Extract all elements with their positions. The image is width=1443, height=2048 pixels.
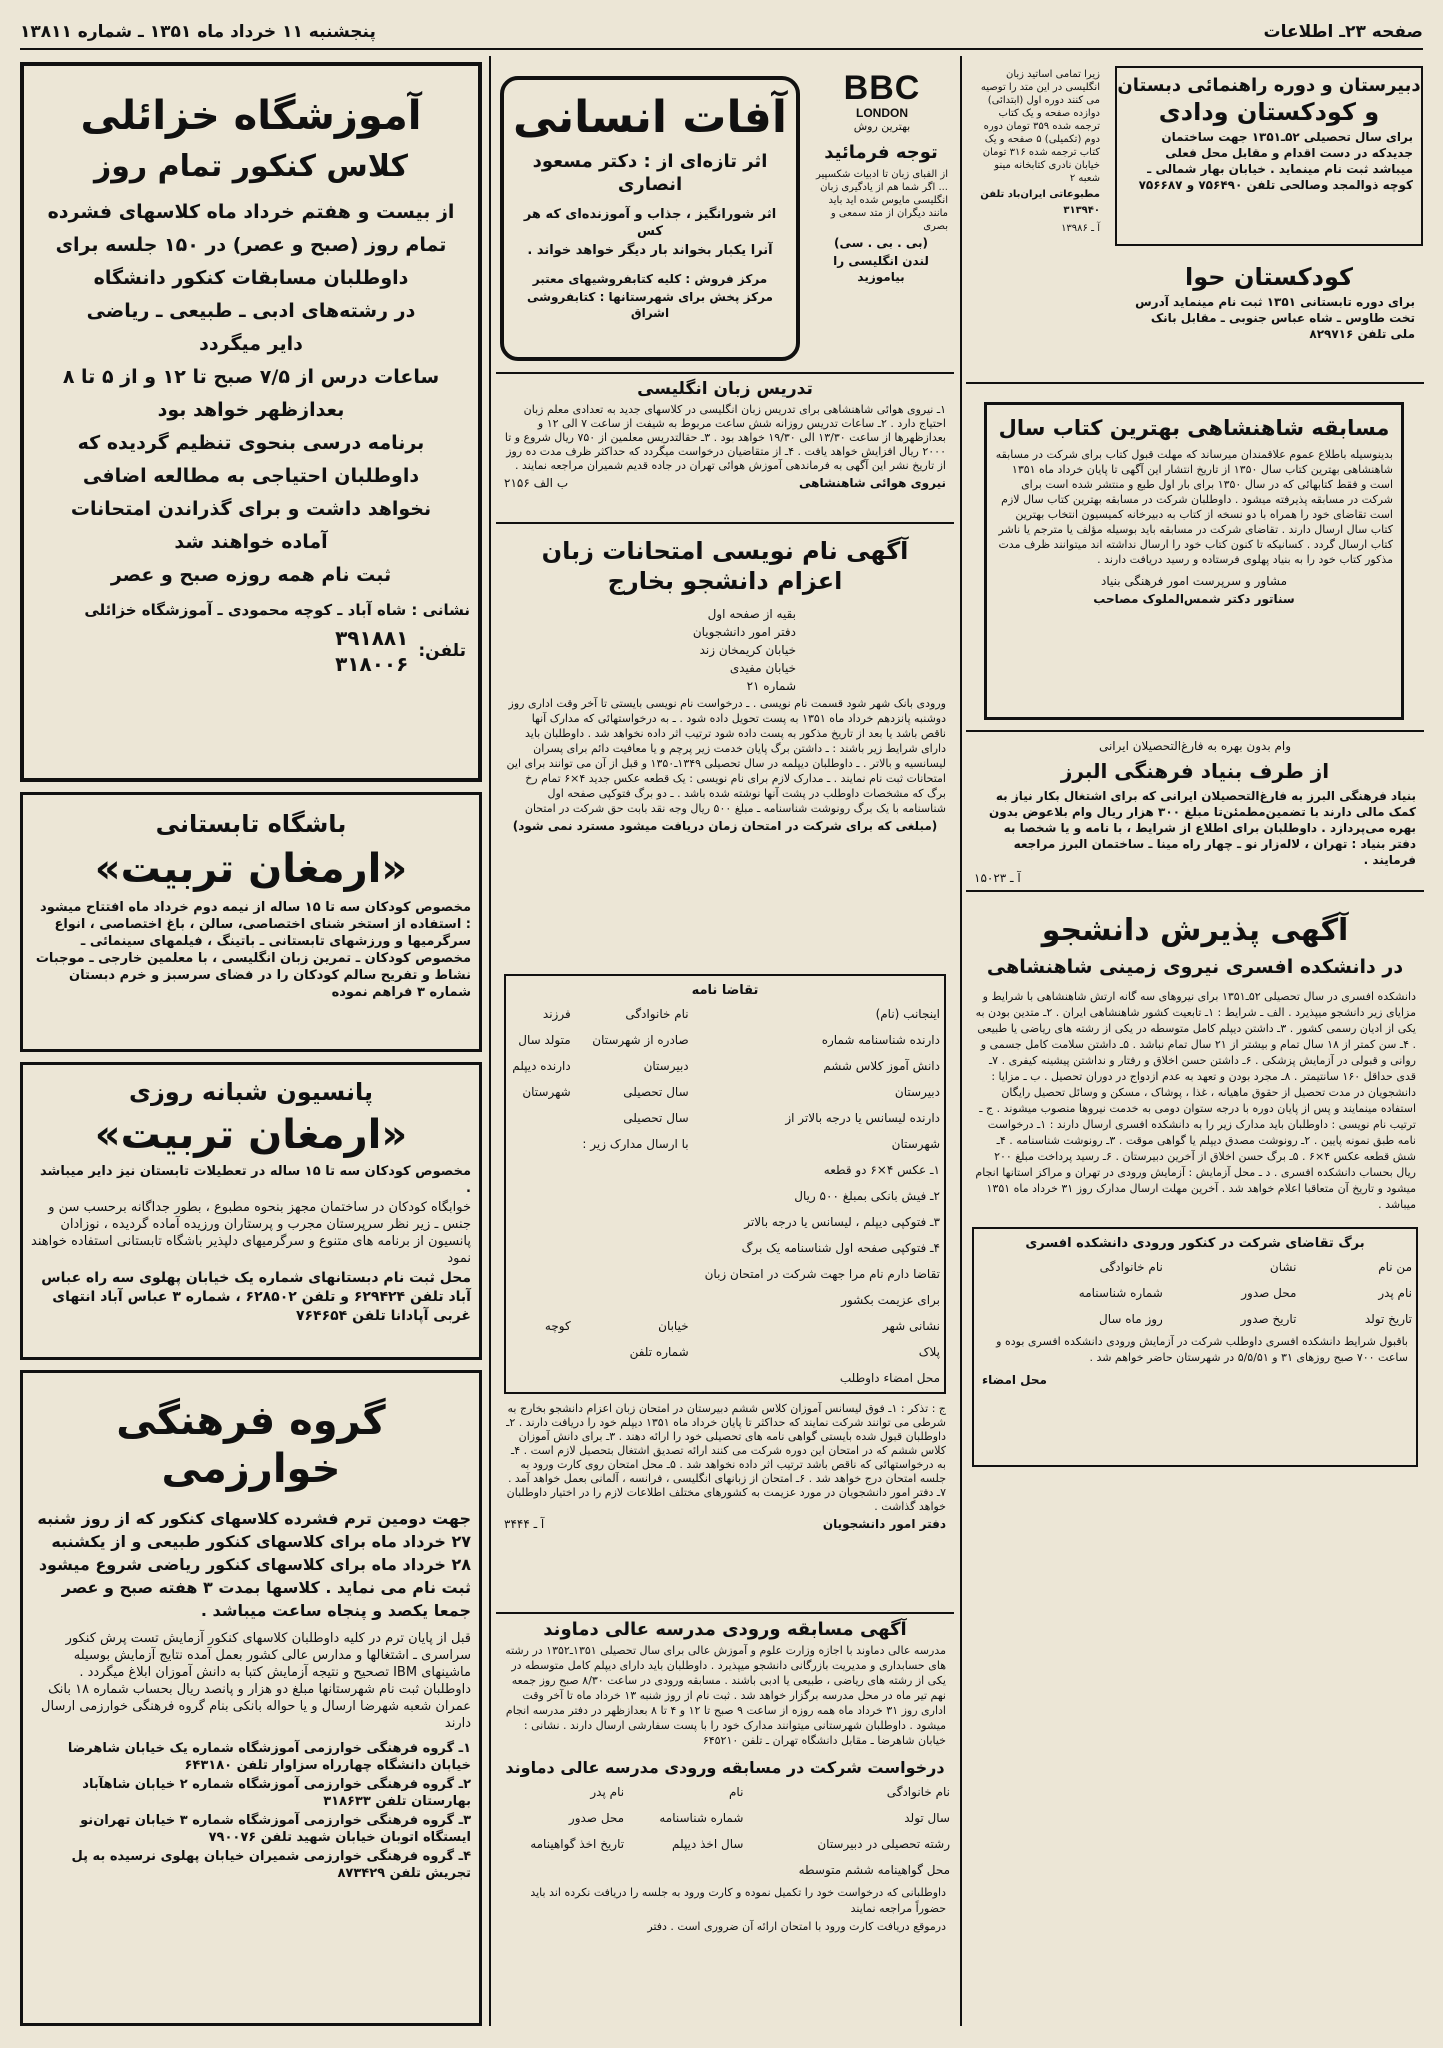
bbc-london: LONDON	[856, 106, 908, 120]
form-field-label: برای عزیمت بکشور	[841, 1293, 940, 1307]
book-contest-ad	[984, 402, 1404, 720]
form-field-label	[496, 1857, 628, 1883]
book-contest-sign: سناتور دکتر شمس‌الملوک مصاحب	[1093, 592, 1295, 606]
armaghan-club-ad	[20, 792, 482, 1052]
form-field-label: ۲ـ فیش بانکی بمبلغ ۵۰۰ ریال	[794, 1189, 940, 1203]
afat-title: آفات انسانی	[513, 92, 787, 143]
form-field-label: تقاضا دارم نام مرا جهت شرکت در امتحان زبان	[704, 1267, 940, 1281]
form-field-label	[575, 1183, 693, 1209]
form-field-label: سال اخذ دیپلم	[672, 1837, 744, 1851]
form-row	[506, 1287, 944, 1313]
exam-body: ورودی بانک شهر شود قسمت نام نویسی . ـ درخواست نام نویسی بایستی تا آخر وقت اداری روز دوشنبه پانزدهم خرداد ماه ۱۳۵۱ به پست تحویل داده شود . ـ به درخواستهائی که مدارک آنها ناقص باشد یا بعد از تاریخ مذکور به پست داده شود ترتیب اثر داده نخواهد شد . داوطلبان باید دارای شرایط زیر باشند : ـ داشتن برگ پایان خدمت زیر پرچم و یا معافیت دائم برای پسران لیسانسیه و بالاتر . ـ داوطلبان دیپلمه در سال تحصیلی ۱۳۴۹ـ۱۳۵۰ و قبل از آن می توانند برای این امتحانات ثبت نام نمایند . ـ مدارک لازم برای نام نویسی : یک قطعه عکس جدید ۴×۶ تمام رخ برگ که مشخصات داوطلب در پشت آنها نوشته شده باشد . ـ دو برگ فتوکپی صفحه اول شناسنامه با یک برگ رونوشت شناسنامه ـ مبلغ ۵۰۰ ریال وجه نقد بابت حق شرکت در امتحان	[506, 697, 946, 815]
khazali-line: ساعات درس از ۷/۵ صبح تا ۱۲ و از ۵ تا ۸	[62, 366, 440, 388]
tadris-ad	[496, 378, 954, 518]
form-row	[974, 1254, 1416, 1280]
damavand-foot: درموقع دریافت کارت ورود با امتحان ارائه آن ضروری است . دفتر	[647, 1920, 946, 1933]
khazali-title: آموزشگاه خزائلی	[80, 93, 422, 139]
bbc-method: (بی . بی . سی)	[833, 236, 929, 250]
kharazmi-address: ۴ـ گروه فرهنگی خوارزمی شمیران خیابان پهلوی نرسیده به پل تجریش تلفن ۸۷۳۴۲۹	[71, 1849, 471, 1881]
exam-notes-sign: دفتر امور دانشجویان	[822, 1517, 946, 1531]
damavand-foot: داوطلبانی که درخواست خود را تکمیل نموده و کارت ورود به جلسه را دریافت نکرده اند باید حضوراً مراجعه نمایند	[530, 1886, 946, 1915]
form-title: تقاضا نامه	[691, 983, 759, 998]
form-field-label: نام پدر	[1378, 1286, 1412, 1300]
form-field-label: اینجانب (نام)	[875, 1007, 940, 1021]
afat-desc: آنرا یکبار بخواند بار دیگر خواهد خواند .	[527, 243, 773, 258]
kharazmi-address: ۳ـ گروه فرهنگی خوارزمی آموزشگاه شماره ۳ خیابان تهران‌نو ایستگاه اتوبان خیابان شهید تلفن ۷۹۰۰۷۶	[80, 1813, 471, 1845]
exam-address-line: خیابان کریمخان زند	[699, 643, 796, 657]
khazali-address: نشانی : شاه آباد ـ کوچه محمودی ـ آموزشگاه خزائلی	[84, 601, 470, 619]
form-row	[506, 1027, 944, 1053]
form-field-label: نشانی شهر	[882, 1319, 940, 1333]
armaghan-pension-title: پانسیون شبانه روزی	[128, 1078, 374, 1106]
bbc-code: آ ـ ۱۳۹۸۶	[1061, 223, 1100, 234]
officer-form-text: باقبول شرایط دانشکده افسری داوطلب شرکت در آزمایش ورودی دانشکده افسری بوده و ساعت ۷۰۰ صبح روزهای ۳۱ و ۵/۵/۵۱ در شهرستان حاضر خواهم شد .	[996, 1335, 1408, 1364]
form-field-label	[575, 1287, 693, 1313]
section-divider	[966, 890, 1424, 892]
form-field-label: سال تحصیلی	[623, 1085, 689, 1099]
form-field-label: دبیرستان	[643, 1059, 689, 1073]
form-row	[506, 1313, 944, 1339]
form-field-label: محل صدور	[1241, 1286, 1297, 1300]
form-field-label	[506, 1287, 575, 1313]
section-divider	[496, 522, 954, 524]
vedadi-ad	[1115, 66, 1423, 246]
afat-author: اثر تازه‌ای از : دکتر مسعود انصاری	[532, 151, 768, 195]
page-header	[20, 14, 1423, 50]
khazali-line: برنامه درسی بنحوی تنظیم گردیده که	[77, 432, 425, 454]
form-field-label: شماره شناسنامه	[659, 1811, 744, 1825]
khazali-line: داوطلبان احتیاجی به مطالعه اضافی	[82, 465, 420, 487]
hava-ad	[1115, 256, 1423, 376]
form-row	[506, 1079, 944, 1105]
damavand-body: مدرسه عالی دماوند با اجازه وزارت علوم و آموزش عالی برای سال تحصیلی ۱۳۵۱ـ۱۳۵۲ در رشته های حسابداری و مدیریت بازرگانی دانشجو میپذیرد . داوطلبان باید دارای دیپلم کامل متوسطه در یکی از رشته های ریاضی ، طبیعی یا ادبی باشند . مسابقه ورودی در ساعت ۸/۳۰ صبح روز جمعه نهم تیر ماه در محل مدرسه برگزار خواهد شد . ثبت نام از روز شنبه ۱۳ خرداد ماه تا آخر وقت اداری روز ۳۱ خرداد ماه همه روزه از ساعت ۹ صبح تا ۱۲ و ۴ تا ۸ بعدازظهر در دفتر مدرسه انجام میشود . داوطلبان شهرستانی میتوانند مدارک خود را با پست سفارشی ارسال دارند . نشانی : خیابان شاهرضا ـ مقابل دانشگاه تهران ـ تلفن ۶۴۵۲۱۰	[505, 1644, 946, 1747]
bbc-intro: از الفبای زبان تا ادبیات شکسپیر ... اگر شما هم از یادگیری زبان انگلیسی مایوس شده اید باید مانند دیگران از متد سمعی و بصری	[816, 169, 948, 232]
form-field-label: من نام	[1378, 1260, 1412, 1274]
officer-form-title: برگ تقاضای شرکت در کنکور ورودی دانشکده افسری	[1025, 1236, 1365, 1251]
form-field-label: متولد سال	[518, 1033, 571, 1047]
form-field-label: پلاک	[918, 1345, 940, 1359]
form-field-label	[575, 1365, 693, 1391]
form-field-label: دارنده لیسانس یا درجه بالاتر از	[785, 1111, 940, 1125]
form-field-label: نام خانوادگی	[1099, 1260, 1163, 1274]
vedadi-title: دبیرستان و دوره راهنمائی دبستان	[1117, 75, 1421, 96]
form-field-label	[506, 1365, 575, 1391]
khazali-line: نخواهد داشت و برای گذراندن امتحانات	[70, 498, 432, 520]
form-field-label	[506, 1339, 575, 1365]
form-field-label: کوچه	[544, 1319, 571, 1333]
exam-notes-code: آ ـ ۳۴۴۴	[504, 1517, 545, 1531]
kharazmi-ad	[20, 1370, 482, 2026]
form-field-label: شهرستان	[891, 1137, 940, 1151]
form-row	[506, 1183, 944, 1209]
armaghan-pension-text: خوابگاه کودکان در ساختمان مجهز بنحوه مطبوع ، بطور جداگانه برحسب سن و جنس ـ زیر نظر سرپرستان مجرب و پرستاران ورزیده آماده گردیده ، نوزادان پانسیون از برنامه های متنوع و سرگرمیهای دلپذیر باشگاه تابستانی استفاده خواهند نمود	[31, 1200, 471, 1266]
form-field-label: با ارسال مدارک زیر :	[582, 1137, 689, 1151]
form-row	[506, 1235, 944, 1261]
khazali-line: دایر میگردد	[199, 333, 303, 355]
kharazmi-address: ۱ـ گروه فرهنگی خوارزمی آموزشگاه شماره یک خیابان شاهرضا خیابان دانشگاه چهارراه سزاوار تلفن ۶۴۳۱۸۰	[67, 1741, 471, 1773]
form-field-label: سال تولد	[904, 1811, 950, 1825]
khazali-line: در رشته‌های ادبی ـ طبیعی ـ ریاضی	[86, 300, 416, 322]
form-row	[506, 1053, 944, 1079]
form-field-label: نام پدر	[590, 1785, 625, 1799]
khazali-ad	[20, 62, 482, 782]
form-field-label	[506, 1235, 575, 1261]
form-row	[974, 1306, 1416, 1332]
kharazmi-lead: جهت دومین ترم فشرده کلاسهای کنکور که از روز شنبه ۲۷ خرداد ماه برای کلاسهای کنکور طبیعی و از یکشنبه ۲۸ خرداد ماه برای کلاسهای کنکور ریاضی شروع میشود ثبت نام می نماید . کلاسها بمدت ۳ هفته صبح و عصر جمعا یکصد و پنجاه ساعت میباشد .	[37, 1509, 471, 1620]
form-row	[506, 1209, 944, 1235]
form-row	[496, 1805, 954, 1831]
form-field-label: صادره از شهرستان	[592, 1033, 689, 1047]
exam-title: اعزام دانشجو بخارج	[607, 567, 843, 595]
armaghan-pension-name: «ارمغان تربیت»	[94, 1112, 408, 1158]
khazali-phone: ۳۹۱۸۸۱	[335, 626, 409, 650]
exam-address-line: بقیه از صفحه اول	[707, 607, 796, 621]
afat-ensani-ad	[500, 76, 800, 361]
form-field-label: شماره شناسنامه	[1078, 1286, 1163, 1300]
form-field-label: نام خانوادگی	[886, 1785, 950, 1799]
form-field-label: محل صدور	[568, 1811, 625, 1825]
form-field-label: نام	[728, 1785, 744, 1799]
damavand-form-table	[496, 1779, 954, 1883]
officer-form-sign: محل امضاء	[982, 1373, 1047, 1387]
tadris-title: تدریس زبان انگلیسی	[637, 379, 813, 399]
form-field-label	[506, 1131, 575, 1157]
form-field-label	[575, 1157, 693, 1183]
armaghan-pension-address: محل ثبت نام دبستانهای شماره یک خیابان پهلوی سه راه عباس آباد تلفن ۶۲۹۴۲۴ و تلفن ۶۲۸۵۰۲ ، شماره ۳ عباس آباد انتهای غربی آپادانا تلفن ۷۶۴۶۵۴	[41, 1270, 471, 1324]
khazali-line: بعدازظهر خواهد بود	[157, 399, 345, 421]
exam-address-line: خیابان مفیدی	[729, 661, 796, 675]
officer-academy-ad	[966, 896, 1424, 2026]
section-divider	[966, 382, 1424, 384]
officer-form-table	[974, 1254, 1416, 1332]
afat-desc: اثر شورانگیز ، جذاب و آموزنده‌ای که هر کس	[523, 207, 777, 239]
form-field-label: سال تحصیلی	[623, 1111, 689, 1125]
form-field-label: شهرستان	[522, 1085, 571, 1099]
afat-distribution: مرکز فروش : کلیه کتابفروشیهای معتبر	[532, 272, 768, 286]
tadris-sign: نیروی هوائی شاهنشاهی	[799, 476, 946, 490]
exam-address-line: دفتر امور دانشجویان	[692, 625, 796, 639]
exam-address-line: شماره ۲۱	[746, 679, 796, 693]
form-row	[506, 1339, 944, 1365]
bbc-tagline: بهترین روش	[853, 120, 911, 133]
bbc-copy-area	[806, 140, 956, 370]
form-table	[506, 1001, 944, 1391]
form-field-label: نشان	[1269, 1260, 1297, 1274]
form-field-label	[506, 1209, 575, 1235]
armaghan-club-title: باشگاه تابستانی	[155, 810, 347, 838]
damavand-ad	[496, 1618, 954, 2026]
form-field-label: شماره تلفن	[629, 1345, 689, 1359]
alborz-small: وام بدون بهره به فارغ‌التحصیلان ایرانی	[1098, 739, 1292, 753]
form-field-label: خیابان	[658, 1319, 689, 1333]
book-contest-title: مسابقه شاهنشاهی بهترین کتاب سال	[998, 416, 1390, 440]
khazali-line: آماده خواهند شد	[174, 531, 328, 553]
form-row	[506, 1157, 944, 1183]
form-field-label: رشته تحصیلی در دبیرستان	[817, 1837, 950, 1851]
form-row	[506, 1001, 944, 1027]
bbc-headline: توجه فرمائید	[824, 142, 938, 163]
vedadi-title: و کودکستان ودادی	[1158, 98, 1380, 126]
alborz-code: آ ـ ۱۵۰۲۳	[974, 871, 1021, 885]
khazali-subtitle: کلاس کنکور تمام روز	[94, 149, 408, 184]
form-field-label: نام خانوادگی	[625, 1007, 689, 1021]
form-field-label: دانش آموز کلاس ششم	[823, 1059, 940, 1073]
form-field-label: تاریخ اخذ گواهینامه	[530, 1837, 625, 1851]
form-row	[496, 1857, 954, 1883]
officer-academy-body: دانشکده افسری در سال تحصیلی ۵۲ـ۱۳۵۱ برای نیروهای سه گانه ارتش شاهنشاهی با شرایط و مزایای زیر دانشجو میپذیرد . الف ـ شرایط : ۱ـ تابعیت کشور شاهنشاهی ایران . ۲ـ متدین بودن به یکی از ادیان رسمی کشور . ۳ـ داشتن دیپلم کامل متوسطه در یکی از رشته های ریاضی یا طبیعی . ۴ـ سن کمتر از ۱۸ سال تمام و بیشتر از ۲۱ سال تمام نباشد . ۵ـ داشتن سلامت کامل جسمی و روانی و قبولی در آزمایش پزشکی . ۶ـ داشتن حسن اخلاق و رفتار و نداشتن پیشینه کیفری . ۷ـ قدی حداقل ۱۶۰ سانتیمتر . ۸ـ مجرد بودن و تعهد به عدم ازدواج در دوران تحصیل . ب ـ مزایا : دانشجویان در مدت تحصیل از حقوق ماهیانه ، غذا ، پوشاک ، مسکن و وسائل تحصیل رایگان استفاده مینمایند و پس از پایان دوره با درجه ستوان دومی به خدمت نیروها منصوب میشوند . ج ـ ترتیب نام نویسی : داوطلبان باید مدارک زیر را به دانشکده افسری ارسال دارند : ۱ـ درخواست نامه طبق نمونه پایین . ۲ـ رونوشت مصدق دیپلم یا گواهی موقت . ۳ـ رونوشت شناسنامه . ۴ـ شش قطعه عکس ۴×۶ . ۵ـ برگ حسن اخلاق از آخرین دبیرستان . ۶ـ رسید پرداخت مبلغ ۲۰۰ ریال بحساب دانشکده افسری . د ـ محل آزمایش : آزمایش ورودی در تهران و مراکز استانها انجام میشود و تاریخ آن متعاقبا اعلام خواهد شد . آخرین مهلت ارسال مدارک روز ۳۱ خرداد ماه ۱۳۵۱ میباشد .	[975, 990, 1416, 1211]
form-field-label: دارنده دیپلم	[512, 1059, 571, 1073]
column-divider	[489, 56, 491, 2026]
exam-notes-body: ج : تذکر : ۱ـ فوق لیسانس آموزان کلاس ششم دبیرستان در امتحان زبان اعزام دانشجو بخارج به شرطی می توانند شرکت نمایند که حداکثر تا پایان خرداد ماه ۱۳۵۱ دیپلم خود را دریافت دارند . ۲ـ داوطلبان قبول شده بایستی گواهی نامه های تحصیلی خود را ارائه دهند . ۳ـ برای دانش آموزان کلاس ششم که در امتحان این دوره شرکت می کنند ارائه تصدیق اشتغال بتحصیل لازم است . ۴ـ به درخواستهائی که ناقص باشد ترتیب اثر داده نخواهد شد . ۵ـ محل امتحان روی کارت ورود به جلسه امتحان درج خواهد شد . ۶ـ امتحان از زبانهای انگلیسی ، فرانسه ، آلمانی بعمل خواهد آمد . ۷ـ دفتر امور دانشجویان در مورد عزیمت به کشورهای مختلف اطلاعات لازم را در اختیار داوطلبان خواهد گذاشت .	[506, 1402, 946, 1513]
form-row	[496, 1831, 954, 1857]
khazali-line: ثبت نام همه روزه صبح و عصر	[110, 564, 392, 586]
khazali-phone: ۳۱۸۰۰۶	[335, 652, 409, 676]
form-row	[496, 1779, 954, 1805]
bbc-cta: لندن انگلیسی را بیاموزید	[833, 254, 929, 284]
bbc-logo: BBC	[843, 70, 921, 107]
section-divider	[966, 730, 1424, 732]
officer-academy-form	[972, 1227, 1418, 1467]
exam-ad	[496, 528, 954, 968]
form-field-label: تاریخ صدور	[1240, 1312, 1297, 1326]
form-field-label: فرزند	[542, 1007, 571, 1021]
section-divider	[496, 372, 954, 374]
damavand-form-title: درخواست شرکت در مسابقه ورودی مدرسه عالی دماوند	[505, 1758, 945, 1777]
vedadi-text: برای سال تحصیلی ۵۲ـ۱۳۵۱ جهت ساختمان جدیدکه در دست اقدام و مقابل محل فعلی میباشد ثبت نام مینماید . خیابان بهار شمالی ـ کوچه ذوالمجد وصالحی تلفن ۷۵۶۴۹۰ و ۷۵۶۶۸۷	[1138, 130, 1413, 192]
damavand-title: آگهی مسابقه ورودی مدرسه عالی دماوند	[543, 1619, 907, 1640]
form-field-label: ۳ـ فتوکپی دیپلم ، لیسانس یا درجه بالاتر	[744, 1215, 940, 1229]
khazali-line: داوطلبان مسابقات کنکور دانشگاه	[93, 267, 409, 289]
khazali-line: از بیست و هفتم خرداد ماه کلاسهای فشرده	[47, 201, 455, 223]
kharazmi-body: قبل از پایان ترم در کلیه داوطلبان کلاسهای کنکور آزمایش تست پرش کنکور سراسری ـ اشتغالها و مدارس عالی کشور بعمل آمده نتایج آزمایش بوسیله ماشینهای IBM تصحیح و نتیجه آزمایش کتبا به دانش آموزان ابلاغ میگردد . داوطلبان ثبت نام شهرستانها مبلغ دو هزار و پانصد ریال بحساب شماره ۱۸ بانک عمران شعبه شهرضا ارسال و یا حواله بانکی بنام گروه فرهنگی خوارزمی ارسال دارند	[41, 1631, 471, 1731]
officer-academy-title: آگهی پذیرش دانشجو	[1041, 913, 1349, 948]
form-field-label	[506, 1157, 575, 1183]
exam-application-form	[504, 974, 946, 1394]
tadris-body: ۱ـ نیروی هوائی شاهنشاهی برای تدریس زبان انگلیسی در کلاسهای جدید به تعدادی معلم زبان احتیاج دارد . ۲ـ ساعات تدریس روزانه شش ساعت مربوط به شیفت از ساعت ۷ الی ۱۲ و بعدازظهرها از ساعت ۱۳/۳۰ الی ۱۹/۳۰ خواهد بود . ۳ـ حقالتدریس معلمین از ۷۵۰ ریال شروع و تا ۲۰۰۰ ریال افزایش خواهد یافت . ۴ـ از متقاضیان درخواست میگردد که حداکثر ظرف مدت ده روز از تاریخ نشر این آگهی به فرماندهی آموزش هوائی تهران در جاده قدیم شمیران مراجعه نمایند .	[504, 403, 946, 472]
form-field-label	[506, 1261, 575, 1287]
form-field-label: ۴ـ فتوکپی صفحه اول شناسنامه یک برگ	[741, 1241, 940, 1255]
khazali-phone-label: تلفن:	[418, 640, 466, 661]
page-number: صفحه ۲۳ـ اطلاعات	[1263, 22, 1423, 42]
column-divider	[960, 56, 962, 2026]
bbc-body: زیرا تمامی اساتید زبان انگلیسی در این متد را توصیه می کنند دوره اول (ابتدائی) دوازده صفحه و یک کتاب ترجمه شده ۳۵۹ تومان دوره دوم (تکمیلی) ۵ صفحه و یک کتاب ترجمه شده ۳۱۶ تومان خیابان نادری کتابخانه مینو شعبه ۲	[980, 69, 1100, 184]
form-field-label: ۱ـ عکس ۴×۶ دو قطعه	[823, 1163, 940, 1177]
form-field-label: روز ماه سال	[1099, 1312, 1163, 1326]
kharazmi-title: گروه فرهنگی خوارزمی	[116, 1398, 386, 1492]
issue-date: پنجشنبه ۱۱ خرداد ماه ۱۳۵۱ ـ شماره ۱۳۸۱۱	[20, 22, 376, 42]
armaghan-club-name: «ارمغان تربیت»	[94, 846, 408, 892]
form-row	[506, 1261, 944, 1287]
armaghan-pension-ad	[20, 1062, 482, 1360]
alborz-ad	[966, 736, 1424, 886]
armaghan-pension-text: مخصوص کودکان سه تا ۱۵ ساله در تعطیلات تابستان نیز دایر میباشد .	[40, 1164, 471, 1196]
form-row	[974, 1280, 1416, 1306]
form-field-label: محل امضاء داوطلب	[839, 1371, 940, 1385]
book-contest-sign: مشاور و سرپرست امور فرهنگی بنیاد	[1101, 574, 1287, 588]
form-field-label: محل گواهینامه ششم متوسطه	[798, 1863, 950, 1877]
alborz-body: بنیاد فرهنگی البرز به فارغ‌التحصیلان ایرانی که برای اشتغال بکار نیاز به کمک مالی دارند با تضمین‌مطمئن‌تا مبلغ ۳۰۰ هزار ریال وام بلاعوض بدون بهره می‌پردازد . داوطلبان برای اطلاع از شرایط ، با نامه و یا شخصا به دفتر بنیاد : تهران ، لاله‌زار نو ـ چهار راه مینا ـ ساختمان البرز مراجعه فرمایند .	[989, 789, 1416, 867]
exam-title: آگهی نام نویسی امتحانات زبان	[541, 537, 909, 565]
kharazmi-address: ۲ـ گروه فرهنگی خوارزمی آموزشگاه شماره ۲ خیابان شاهآباد بهارستان تلفن ۳۱۸۶۳۳	[82, 1777, 471, 1809]
form-field-label	[506, 1105, 575, 1131]
hava-title: کودکستان حوا	[1185, 263, 1353, 291]
form-field-label	[575, 1261, 693, 1287]
form-row	[506, 1105, 944, 1131]
section-divider	[496, 1612, 954, 1614]
afat-distribution: مرکز پخش برای شهرستانها : کتابفروشی اشراق	[527, 290, 773, 320]
hava-text: برای دوره تابستانی ۱۳۵۱ ثبت نام مینماید آدرس تخت طاوس ـ شاه عباس جنوبی ـ مقابل بانک ملی تلفن ۸۲۹۷۱۶	[1135, 295, 1415, 341]
form-field-label	[575, 1209, 693, 1235]
form-field-label	[575, 1235, 693, 1261]
form-row	[506, 1131, 944, 1157]
officer-academy-subtitle: در دانشکده افسری نیروی زمینی شاهنشاهی	[986, 956, 1404, 978]
form-field-label	[628, 1857, 747, 1883]
form-field-label: دبیرستان	[894, 1085, 940, 1099]
form-field-label: تاریخ تولد	[1364, 1312, 1412, 1326]
form-field-label	[506, 1183, 575, 1209]
alborz-title: از طرف بنیاد فرهنگی البرز	[1060, 759, 1330, 783]
exam-notes	[496, 1400, 954, 1608]
exam-note: (مبلغی که برای شرکت در امتحان زمان دریافت میشود مسترد نمی شود)	[512, 819, 938, 833]
bbc-phone: مطبوعاتی ایران‌باد تلفن ۳۱۳۹۴۰	[980, 189, 1100, 216]
tadris-code: ب الف ۲۱۵۶	[504, 476, 569, 490]
khazali-line: تمام روز (صبح و عصر) در ۱۵۰ جلسه برای	[55, 234, 447, 256]
form-field-label: دارنده شناسنامه شماره	[821, 1033, 940, 1047]
book-contest-body: بدینوسیله باطلاع عموم علاقمندان میرساند که مهلت قبول کتاب برای شرکت در مسابقه شاهنشاهی بهترین کتاب سال ۱۳۵۰ از تاریخ انتشار این آگهی تا پایان خرداد ماه ۱۳۵۱ است و فقط کتابهائی که در سال ۱۳۵۰ برای بار اول طبع و منتشر شده است برای شرکت در مسابقه پذیرفته میشود . داوطلبان شرکت در مسابقه بهترین کتاب سال لازم است تقاضای خود را همراه با دو نسخه از کتاب به دبیرخانه کمیسیون انتخاب بهترین کتاب سال ارسال دارند . تقاضای شرکت در مسابقه باید بوسیله مؤلف یا مترجم یا ناشر کتاب ارسال گردد . کسانیکه تا کنون کتاب خود را ارسال نداشته اند میتوانند ظرف مدت مذکور کتاب خود را به بنیاد پهلوی فرستاده و رسید دریافت دارند .	[995, 448, 1393, 566]
armaghan-club-text: مخصوص کودکان سه تا ۱۵ ساله از نیمه دوم خرداد ماه افتتاح میشود : استفاده از استخر شنای اختصاصی، سالن ، باغ اختصاصی ، انواع سرگرمیها و ورزشهای تابستانی ـ باتینگ ، فیلمهای سینمائی ـ مخصوص کودکان ـ تمرین زبان انگلیسی ، با معلمین خارجی ـ موجبات نشاط و تفریح سالم کودکان را در فضای سرسبز و خرم دبستان شماره ۳ فراهم نموده	[35, 900, 471, 1000]
form-row	[506, 1365, 944, 1391]
bbc-price-block	[966, 66, 1108, 366]
